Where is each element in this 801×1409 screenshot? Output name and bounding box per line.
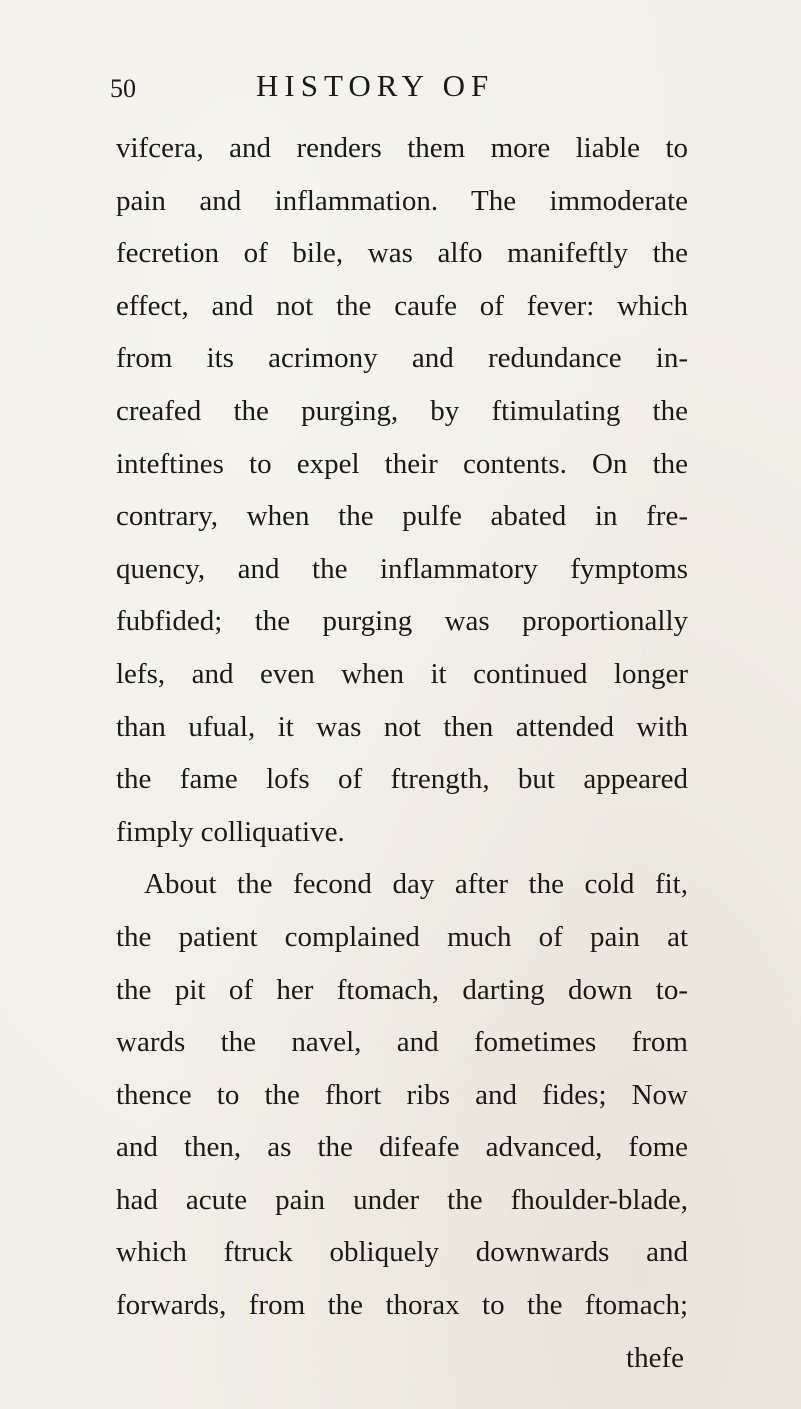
text-line: effect, and not the caufe of fever: which bbox=[116, 289, 688, 322]
text-line: forwards, from the thorax to the ftomach; bbox=[116, 1289, 688, 1322]
catchword-row bbox=[116, 1332, 688, 1385]
text-line: from its acrimony and redundance in- bbox=[116, 342, 688, 375]
text-line: lefs, and even when it continued longer bbox=[116, 657, 688, 690]
text-line: the fame lofs of ftrength, but appeared bbox=[116, 763, 688, 796]
running-title: HISTORY OF bbox=[256, 68, 495, 103]
catchword: thefe bbox=[626, 1341, 684, 1374]
text-line: pain and inflammation. The immoderate bbox=[116, 184, 688, 217]
text-line: fecretion of bile, was alfo manifeftly the bbox=[116, 237, 688, 270]
page-number: 50 bbox=[110, 74, 136, 103]
text-line: fimply colliquative. bbox=[116, 815, 345, 848]
body-text bbox=[116, 122, 688, 1384]
text-line: creafed the purging, by ftimulating the bbox=[116, 394, 688, 427]
text-line: the patient complained much of pain at bbox=[116, 920, 688, 953]
text-line: had acute pain under the fhoulder-blade, bbox=[116, 1183, 688, 1216]
text-line: contrary, when the pulfe abated in fre- bbox=[116, 500, 688, 533]
text-line: than ufual, it was not then attended with bbox=[116, 710, 688, 743]
text-line: wards the navel, and fometimes from bbox=[116, 1026, 688, 1059]
text-line: inteftines to expel their contents. On the bbox=[116, 447, 688, 480]
text-line: thence to the fhort ribs and fides; Now bbox=[116, 1078, 688, 1111]
paragraph-first-line: About the fecond day after the cold fit, bbox=[144, 868, 688, 901]
text-line: vifcera, and renders them more liable to bbox=[116, 132, 688, 164]
text-line: fubfided; the purging was proportionally bbox=[116, 605, 688, 638]
text-line: and then, as the difeafe advanced, fome bbox=[116, 1131, 688, 1164]
text-line: which ftruck obliquely downwards and bbox=[116, 1236, 688, 1269]
text-line: the pit of her ftomach, darting down to- bbox=[116, 973, 688, 1006]
text-line: quency, and the inflammatory fymptoms bbox=[116, 552, 688, 585]
running-head bbox=[110, 68, 710, 108]
